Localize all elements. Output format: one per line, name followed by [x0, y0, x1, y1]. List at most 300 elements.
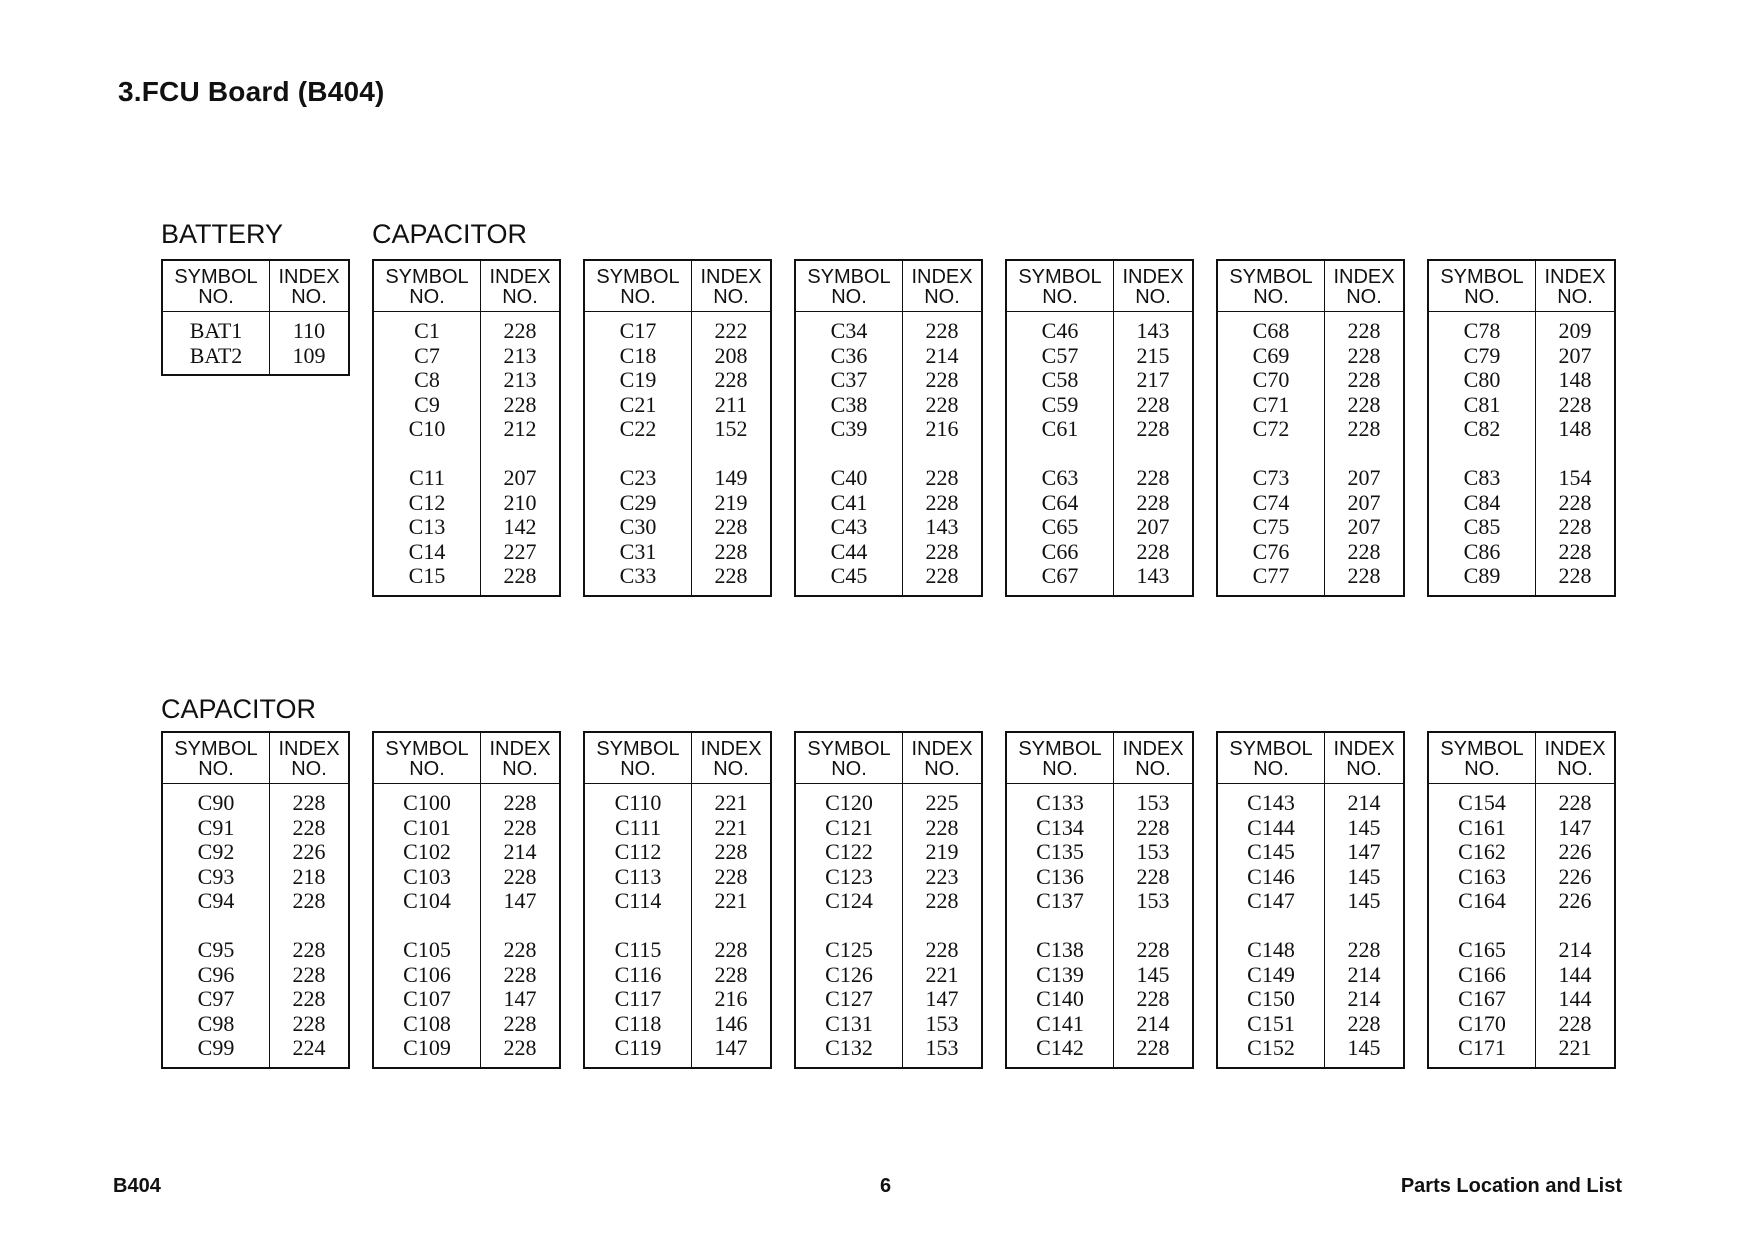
index-cell: 228: [1347, 416, 1381, 441]
symbol-cell: C142: [1036, 1035, 1084, 1060]
symbol-cell: C11: [409, 465, 445, 490]
index-cell: 228: [925, 489, 959, 515]
index-cell: 211: [714, 391, 748, 417]
index-cell: 144: [1558, 986, 1592, 1011]
symbol-cell: C103: [403, 863, 451, 889]
symbol-cell: C120: [825, 790, 873, 815]
index-cell: 228: [292, 888, 326, 913]
header-symbol-no: SYMBOL NO.: [585, 261, 692, 311]
header-index-no: INDEX NO.: [1122, 266, 1184, 308]
index-cell: 228: [1558, 538, 1592, 564]
index-cell: 228: [292, 937, 326, 962]
index-cell: 228: [503, 863, 537, 889]
symbol-cell: C83: [1463, 465, 1501, 490]
table-header: [374, 733, 559, 784]
symbol-cell: C39: [830, 416, 868, 441]
index-cell: 228: [1136, 416, 1170, 441]
symbol-cell: C149: [1247, 961, 1295, 987]
symbol-cell: C91: [197, 814, 235, 840]
parts-table: [583, 731, 772, 1069]
index-cell: 221: [925, 961, 959, 987]
header-symbol-no: SYMBOL NO.: [796, 261, 903, 311]
index-cell: 223: [925, 863, 959, 889]
symbol-cell: C134: [1036, 814, 1084, 840]
index-cell: 228: [503, 1035, 537, 1060]
index-cell: 213: [503, 342, 537, 368]
symbol-cell: C96: [197, 961, 235, 987]
symbol-cell: C167: [1458, 986, 1506, 1011]
section-label-capacitor-2: CAPACITOR: [161, 694, 317, 724]
symbol-cell: C115: [614, 937, 662, 962]
header-index-no: INDEX NO.: [1122, 738, 1184, 780]
symbol-cell: C69: [1252, 342, 1290, 368]
symbol-cell: C109: [403, 1035, 451, 1060]
header-index-no: INDEX NO.: [1333, 266, 1395, 308]
index-cell: 228: [1347, 937, 1381, 962]
symbol-cell: C21: [619, 391, 657, 417]
symbol-column: [1218, 312, 1325, 595]
symbol-cell: C38: [830, 391, 868, 417]
header-index-no: INDEX NO.: [700, 738, 762, 780]
index-cell: 228: [1136, 489, 1170, 515]
index-cell: 228: [292, 986, 326, 1011]
symbol-column: [1007, 784, 1114, 1067]
table-header: [1218, 261, 1403, 312]
index-column: [481, 312, 559, 595]
index-cell: 228: [503, 814, 537, 840]
index-cell: 142: [503, 514, 537, 539]
symbol-cell: C75: [1252, 514, 1290, 539]
symbol-cell: C64: [1041, 489, 1079, 515]
symbol-cell: C163: [1458, 863, 1506, 889]
index-cell: 228: [503, 318, 537, 343]
index-cell: 147: [714, 1035, 748, 1060]
index-cell: 214: [1347, 986, 1381, 1011]
symbol-column: [1218, 784, 1325, 1067]
index-cell: 228: [1558, 563, 1592, 588]
index-cell: 145: [1347, 863, 1381, 889]
symbol-cell: C86: [1463, 538, 1501, 564]
symbol-cell: C143: [1247, 790, 1295, 815]
symbol-cell: C59: [1041, 391, 1079, 417]
symbol-cell: C30: [619, 514, 657, 539]
symbol-cell: C45: [830, 563, 868, 588]
symbol-cell: C22: [619, 416, 657, 441]
index-cell: 228: [925, 538, 959, 564]
index-cell: 212: [503, 416, 537, 441]
symbol-cell: C1: [414, 318, 440, 343]
index-cell: 228: [1136, 986, 1170, 1011]
index-cell: 152: [714, 416, 748, 441]
symbol-cell: C165: [1458, 937, 1506, 962]
parts-table: [1427, 259, 1616, 597]
index-cell: 228: [1136, 391, 1170, 417]
symbol-cell: C43: [830, 514, 868, 539]
symbol-cell: C14: [408, 538, 446, 564]
symbol-cell: C13: [408, 514, 446, 539]
symbol-cell: C63: [1041, 465, 1079, 490]
index-cell: 228: [292, 1010, 326, 1036]
index-cell: 228: [292, 814, 326, 840]
index-cell: 216: [925, 416, 959, 441]
index-cell: 221: [1558, 1035, 1592, 1060]
symbol-cell: C92: [197, 839, 235, 864]
symbol-cell: C117: [614, 986, 662, 1011]
parts-table: [1005, 259, 1194, 597]
index-cell: 228: [292, 961, 326, 987]
header-symbol-no: SYMBOL NO.: [1218, 261, 1325, 311]
symbol-cell: C41: [830, 489, 868, 515]
index-cell: 228: [503, 391, 537, 417]
symbol-cell: C108: [403, 1010, 451, 1036]
table-header: [1429, 261, 1614, 312]
index-cell: 214: [1558, 937, 1592, 962]
header-index-no: INDEX NO.: [278, 738, 340, 780]
table-body: [163, 312, 348, 374]
index-column: [1114, 784, 1192, 1067]
symbol-cell: C57: [1041, 342, 1079, 368]
table-body: [1007, 312, 1192, 595]
index-cell: 154: [1558, 465, 1592, 490]
index-cell: 109: [292, 342, 326, 368]
header-index-no: INDEX NO.: [489, 738, 551, 780]
symbol-cell: C70: [1252, 367, 1290, 392]
symbol-cell: C137: [1036, 888, 1084, 913]
table-header: [585, 261, 770, 312]
symbol-cell: C15: [408, 563, 446, 588]
index-column: [692, 784, 770, 1067]
index-column: [1325, 784, 1403, 1067]
index-cell: 228: [714, 538, 748, 564]
table-header: [796, 733, 981, 784]
symbol-cell: C136: [1036, 863, 1084, 889]
index-column: [1536, 784, 1614, 1067]
symbol-cell: C10: [408, 416, 446, 441]
symbol-cell: C110: [614, 790, 662, 815]
symbol-cell: C98: [197, 1010, 235, 1036]
index-cell: 228: [925, 318, 959, 343]
symbol-column: [796, 784, 903, 1067]
table-body: [796, 784, 981, 1067]
index-cell: 145: [1347, 888, 1381, 913]
symbol-cell: C80: [1463, 367, 1501, 392]
table-header: [1007, 261, 1192, 312]
parts-table: [161, 259, 350, 376]
index-cell: 228: [714, 863, 748, 889]
symbol-cell: C135: [1036, 839, 1084, 864]
index-cell: 228: [1136, 465, 1170, 490]
table-header: [1218, 733, 1403, 784]
symbol-cell: C102: [403, 839, 451, 864]
table-body: [585, 312, 770, 595]
section-label-battery: BATTERY: [161, 219, 284, 249]
index-column: [903, 784, 981, 1067]
table-header: [1007, 733, 1192, 784]
index-cell: 225: [925, 790, 959, 815]
symbol-cell: C100: [403, 790, 451, 815]
symbol-cell: C166: [1458, 961, 1506, 987]
symbol-cell: C95: [197, 937, 235, 962]
index-cell: 153: [1136, 839, 1170, 864]
index-cell: 228: [1558, 790, 1592, 815]
header-index-no: INDEX NO.: [1333, 738, 1395, 780]
index-cell: 148: [1558, 416, 1592, 441]
section-label-capacitor: CAPACITOR: [372, 219, 528, 249]
index-cell: 214: [925, 342, 959, 368]
index-cell: 228: [925, 937, 959, 962]
index-cell: 210: [503, 489, 537, 515]
symbol-column: [585, 784, 692, 1067]
header-index-no: INDEX NO.: [700, 266, 762, 308]
symbol-cell: C150: [1247, 986, 1295, 1011]
index-cell: 143: [1136, 563, 1170, 588]
header-symbol-no: SYMBOL NO.: [1218, 733, 1325, 783]
header-symbol-no: SYMBOL NO.: [1429, 733, 1536, 783]
symbol-cell: C40: [830, 465, 868, 490]
symbol-cell: C94: [197, 888, 235, 913]
symbol-cell: C121: [825, 814, 873, 840]
header-symbol-no: SYMBOL NO.: [1429, 261, 1536, 311]
symbol-cell: C116: [614, 961, 662, 987]
symbol-cell: C9: [414, 391, 440, 417]
table-body: [1007, 784, 1192, 1067]
index-cell: 219: [925, 839, 959, 864]
index-cell: 207: [503, 465, 537, 490]
symbol-cell: C139: [1036, 961, 1084, 987]
index-column: [1536, 312, 1614, 595]
index-cell: 228: [1558, 1010, 1592, 1036]
symbol-cell: C79: [1463, 342, 1501, 368]
index-cell: 147: [1558, 814, 1592, 840]
index-cell: 219: [714, 489, 748, 515]
index-cell: 221: [714, 814, 748, 840]
parts-table: [583, 259, 772, 597]
header-symbol-no: SYMBOL NO.: [585, 733, 692, 783]
index-cell: 228: [1558, 391, 1592, 417]
symbol-cell: C93: [197, 863, 235, 889]
symbol-cell: C12: [408, 489, 446, 515]
symbol-cell: C71: [1252, 391, 1290, 417]
symbol-cell: C113: [614, 863, 662, 889]
index-cell: 214: [1347, 790, 1381, 815]
index-cell: 216: [714, 986, 748, 1011]
symbol-cell: C148: [1247, 937, 1295, 962]
index-column: [270, 312, 348, 374]
index-cell: 228: [714, 563, 748, 588]
index-cell: 228: [714, 514, 748, 539]
index-cell: 228: [503, 1010, 537, 1036]
parts-table: [1216, 259, 1405, 597]
index-cell: 228: [714, 367, 748, 392]
parts-table: [372, 259, 561, 597]
index-cell: 228: [292, 790, 326, 815]
index-cell: 228: [1347, 538, 1381, 564]
symbol-column: [796, 312, 903, 595]
index-cell: 153: [1136, 888, 1170, 913]
index-cell: 228: [714, 937, 748, 962]
symbol-cell: C46: [1041, 318, 1079, 343]
table-body: [1429, 784, 1614, 1067]
index-cell: 228: [1347, 367, 1381, 392]
symbol-cell: C85: [1463, 514, 1501, 539]
symbol-cell: C17: [619, 318, 657, 343]
symbol-cell: C162: [1458, 839, 1506, 864]
symbol-cell: C37: [830, 367, 868, 392]
parts-table: [1427, 731, 1616, 1069]
index-cell: 147: [925, 986, 959, 1011]
parts-table: [1005, 731, 1194, 1069]
symbol-cell: C126: [825, 961, 873, 987]
symbol-cell: C123: [825, 863, 873, 889]
symbol-cell: C114: [614, 888, 662, 913]
symbol-cell: C152: [1247, 1035, 1295, 1060]
index-cell: 214: [1136, 1010, 1170, 1036]
index-cell: 148: [1558, 367, 1592, 392]
symbol-cell: C164: [1458, 888, 1506, 913]
symbol-cell: C58: [1041, 367, 1079, 392]
symbol-cell: C133: [1036, 790, 1084, 815]
symbol-cell: C119: [614, 1035, 662, 1060]
index-cell: 228: [1347, 318, 1381, 343]
index-cell: 228: [925, 888, 959, 913]
table-header: [585, 733, 770, 784]
table-body: [1218, 312, 1403, 595]
symbol-cell: C68: [1252, 318, 1290, 343]
index-cell: 228: [1558, 514, 1592, 539]
index-cell: 214: [1347, 961, 1381, 987]
header-symbol-no: SYMBOL NO.: [374, 261, 481, 311]
symbol-cell: BAT2: [189, 342, 243, 368]
symbol-cell: C78: [1463, 318, 1501, 343]
symbol-column: [374, 312, 481, 595]
index-cell: 207: [1136, 514, 1170, 539]
index-cell: 147: [503, 888, 537, 913]
index-cell: 228: [1347, 563, 1381, 588]
symbol-cell: C90: [197, 790, 235, 815]
symbol-cell: C107: [403, 986, 451, 1011]
index-cell: 209: [1558, 318, 1592, 343]
symbol-cell: C106: [403, 961, 451, 987]
symbol-cell: C161: [1458, 814, 1506, 840]
symbol-cell: C23: [619, 465, 657, 490]
table-body: [1218, 784, 1403, 1067]
header-symbol-no: SYMBOL NO.: [163, 261, 270, 311]
index-cell: 228: [503, 961, 537, 987]
symbol-cell: C147: [1247, 888, 1295, 913]
symbol-cell: C151: [1247, 1010, 1295, 1036]
index-cell: 228: [925, 814, 959, 840]
index-cell: 213: [503, 367, 537, 392]
index-cell: 228: [1347, 391, 1381, 417]
header-symbol-no: SYMBOL NO.: [163, 733, 270, 783]
index-cell: 228: [1347, 1010, 1381, 1036]
index-cell: 144: [1558, 961, 1592, 987]
symbol-cell: C141: [1036, 1010, 1084, 1036]
table-body: [374, 312, 559, 595]
symbol-cell: C101: [403, 814, 451, 840]
table-header: [163, 733, 348, 784]
symbol-cell: C127: [825, 986, 873, 1011]
index-column: [692, 312, 770, 595]
index-column: [481, 784, 559, 1067]
index-cell: 228: [1136, 937, 1170, 962]
symbol-cell: C122: [825, 839, 873, 864]
parts-table: [372, 731, 561, 1069]
index-cell: 228: [503, 563, 537, 588]
symbol-cell: C99: [197, 1035, 235, 1060]
index-cell: 228: [1136, 538, 1170, 564]
index-cell: 217: [1136, 367, 1170, 392]
symbol-cell: C124: [825, 888, 873, 913]
table-header: [796, 261, 981, 312]
index-cell: 228: [503, 790, 537, 815]
symbol-cell: C76: [1252, 538, 1290, 564]
index-cell: 228: [925, 465, 959, 490]
symbol-cell: C73: [1252, 465, 1290, 490]
index-cell: 207: [1558, 342, 1592, 368]
symbol-cell: C29: [619, 489, 657, 515]
header-symbol-no: SYMBOL NO.: [1007, 733, 1114, 783]
table-body: [163, 784, 348, 1067]
symbol-cell: C66: [1041, 538, 1079, 564]
symbol-cell: C171: [1458, 1035, 1506, 1060]
index-cell: 228: [1136, 1035, 1170, 1060]
symbol-cell: C82: [1463, 416, 1501, 441]
index-cell: 143: [1136, 318, 1170, 343]
index-cell: 228: [925, 563, 959, 588]
parts-table: [794, 731, 983, 1069]
index-cell: 228: [1347, 342, 1381, 368]
page-title: 3.FCU Board (B404): [118, 76, 385, 107]
symbol-cell: C170: [1458, 1010, 1506, 1036]
symbol-cell: C61: [1041, 416, 1079, 441]
header-index-no: INDEX NO.: [1544, 266, 1606, 308]
index-cell: 207: [1347, 514, 1381, 539]
index-cell: 221: [714, 790, 748, 815]
footer-model: B404: [113, 1175, 161, 1197]
symbol-column: [1007, 312, 1114, 595]
index-cell: 228: [925, 391, 959, 417]
index-cell: 153: [1136, 790, 1170, 815]
symbol-cell: C18: [619, 342, 657, 368]
index-cell: 208: [714, 342, 748, 368]
symbol-cell: C144: [1247, 814, 1295, 840]
symbol-cell: C44: [830, 538, 868, 564]
index-cell: 228: [714, 839, 748, 864]
symbol-cell: C81: [1463, 391, 1501, 417]
table-header: [163, 261, 348, 312]
symbol-cell: BAT1: [189, 318, 243, 343]
symbol-cell: C67: [1041, 563, 1079, 588]
symbol-cell: C118: [614, 1010, 662, 1036]
index-cell: 218: [292, 863, 326, 889]
header-index-no: INDEX NO.: [911, 266, 973, 308]
symbol-cell: C112: [614, 839, 662, 864]
index-cell: 143: [925, 514, 959, 539]
parts-table: [1216, 731, 1405, 1069]
index-cell: 226: [292, 839, 326, 864]
index-cell: 228: [1136, 863, 1170, 889]
index-cell: 226: [1558, 888, 1592, 913]
index-cell: 228: [925, 367, 959, 392]
table-body: [796, 312, 981, 595]
symbol-cell: C65: [1041, 514, 1079, 539]
header-index-no: INDEX NO.: [1544, 738, 1606, 780]
table-header: [1429, 733, 1614, 784]
symbol-cell: C138: [1036, 937, 1084, 962]
index-cell: 147: [1347, 839, 1381, 864]
symbol-cell: C154: [1458, 790, 1506, 815]
